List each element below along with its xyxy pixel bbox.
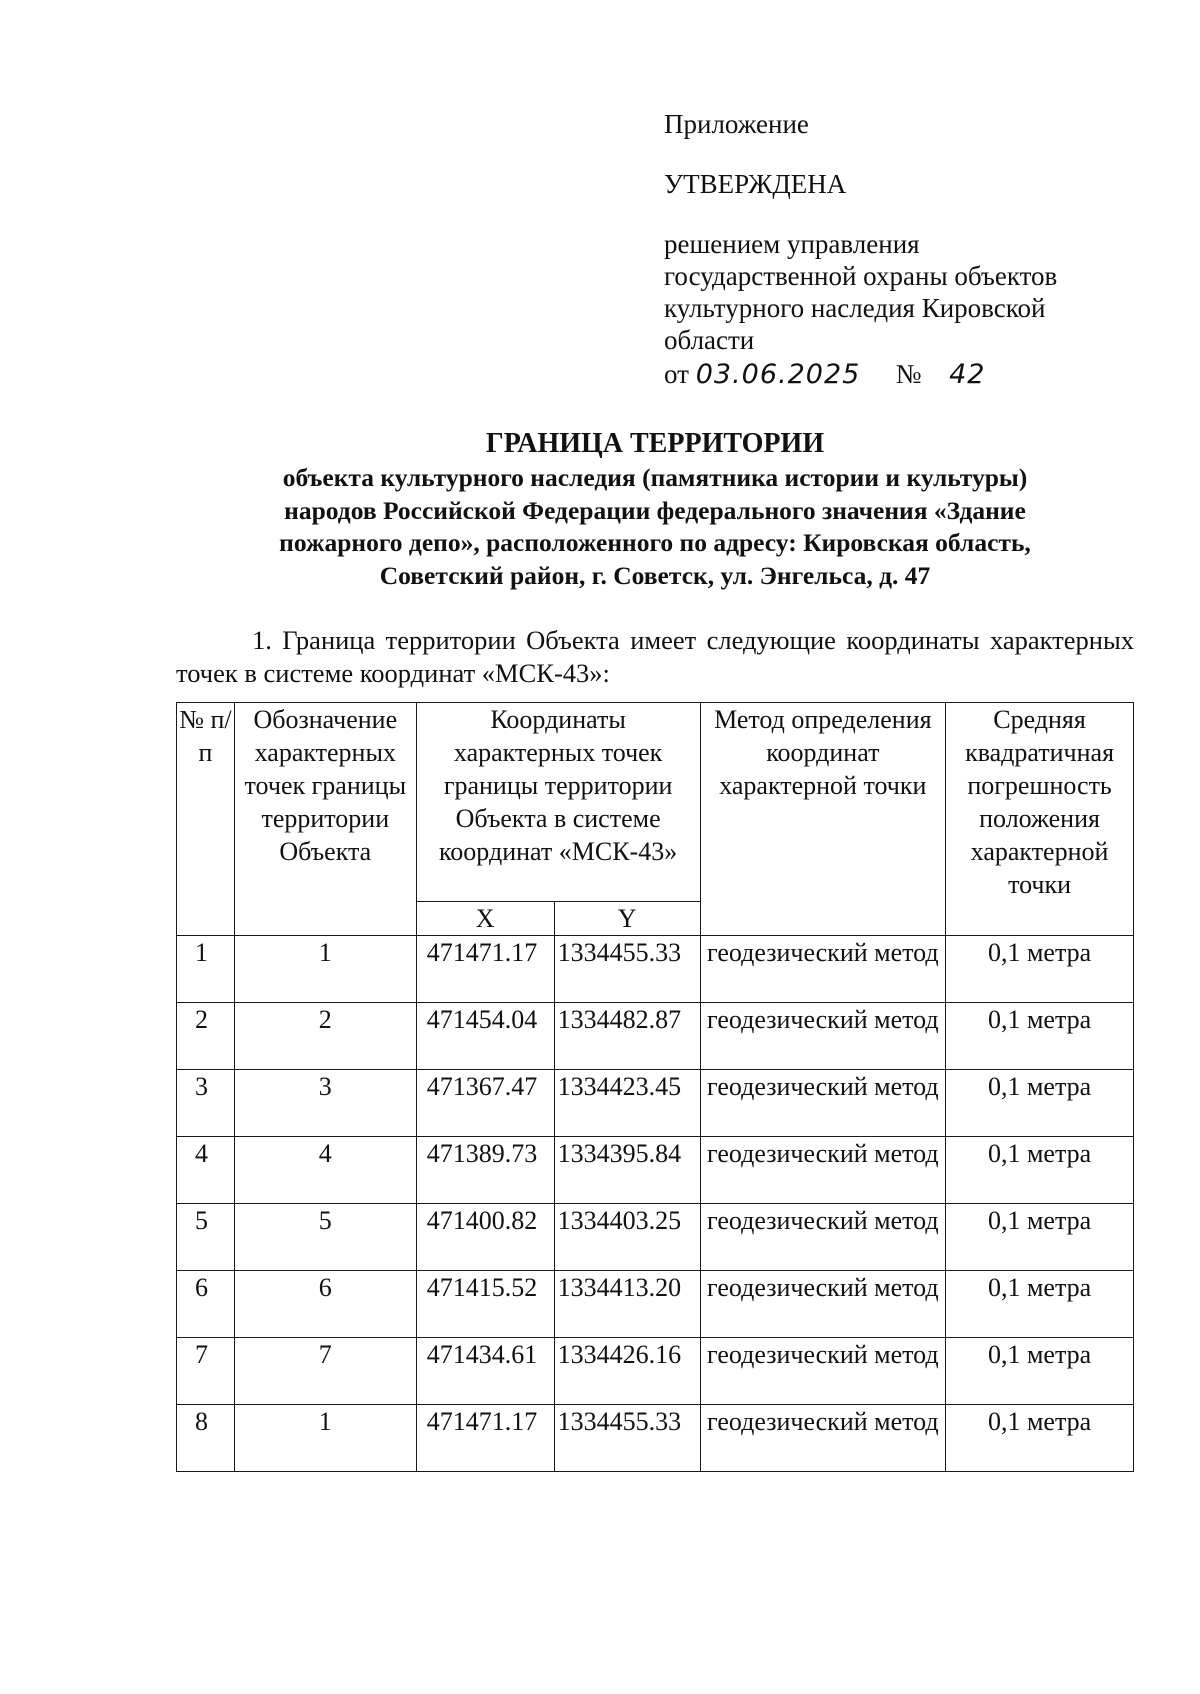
approved-label: УТВЕРЖДЕНА xyxy=(664,169,847,199)
date-number-line xyxy=(664,358,1134,391)
table-row xyxy=(177,1271,1134,1338)
cell-num: 5 xyxy=(177,1204,235,1271)
document-title xyxy=(176,428,1134,592)
title-sub-line: народов Российской Федерации федерального значения «Здание xyxy=(284,495,1026,525)
cell-point: 3 xyxy=(234,1070,416,1137)
table-row xyxy=(177,1338,1134,1405)
cell-error: 0,1 метра xyxy=(946,1405,1134,1472)
cell-x: 471415.52 xyxy=(416,1271,554,1338)
intro-paragraph xyxy=(176,624,1134,690)
decision-line: решением управления xyxy=(664,229,920,259)
number-prefix: № xyxy=(895,359,922,389)
cell-point: 2 xyxy=(234,1003,416,1070)
cell-y: 1334423.45 xyxy=(554,1070,700,1137)
cell-x: 471434.61 xyxy=(416,1338,554,1405)
handwritten-date: 03.06.2025 xyxy=(695,359,861,390)
title-main: ГРАНИЦА ТЕРРИТОРИИ xyxy=(485,428,825,459)
cell-point: 7 xyxy=(234,1338,416,1405)
cell-y: 1334403.25 xyxy=(554,1204,700,1271)
cell-error: 0,1 метра xyxy=(946,936,1134,1003)
cell-point: 1 xyxy=(234,936,416,1003)
table-row xyxy=(177,1003,1134,1070)
table-row xyxy=(177,1137,1134,1204)
header-num: № п/п xyxy=(177,703,235,936)
cell-y: 1334426.16 xyxy=(554,1338,700,1405)
coordinates-table xyxy=(176,702,1134,1472)
decision-text xyxy=(664,228,1134,356)
header-y: Y xyxy=(554,902,700,936)
decision-line: государственной охраны объектов xyxy=(664,261,1058,291)
cell-method: геодезический метод xyxy=(700,1137,946,1204)
cell-error: 0,1 метра xyxy=(946,1204,1134,1271)
cell-y: 1334482.87 xyxy=(554,1003,700,1070)
title-sub-line: Советский район, г. Советск, ул. Энгельса, д. 47 xyxy=(379,560,931,590)
cell-y: 1334455.33 xyxy=(554,936,700,1003)
cell-x: 471389.73 xyxy=(416,1137,554,1204)
table-row xyxy=(177,936,1134,1003)
header-error: Средняя квадратичная погрешность положения характерной точки xyxy=(946,703,1134,936)
header-x: X xyxy=(416,902,554,936)
cell-point: 4 xyxy=(234,1137,416,1204)
table-row xyxy=(177,1204,1134,1271)
table-row xyxy=(177,1405,1134,1472)
cell-method: геодезический метод xyxy=(700,1338,946,1405)
cell-method: геодезический метод xyxy=(700,1003,946,1070)
cell-num: 1 xyxy=(177,936,235,1003)
cell-x: 471471.17 xyxy=(416,936,554,1003)
cell-num: 6 xyxy=(177,1271,235,1338)
cell-num: 8 xyxy=(177,1405,235,1472)
cell-num: 2 xyxy=(177,1003,235,1070)
header-designation: Обозначение характерных точек границы территории Объекта xyxy=(234,703,416,936)
cell-x: 471471.17 xyxy=(416,1405,554,1472)
cell-point: 6 xyxy=(234,1271,416,1338)
cell-num: 4 xyxy=(177,1137,235,1204)
header-coordinates: Координаты характерных точек границы территории Объекта в системе координат «МСК-43» xyxy=(416,703,700,902)
cell-method: геодезический метод xyxy=(700,936,946,1003)
cell-y: 1334413.20 xyxy=(554,1271,700,1338)
cell-num: 7 xyxy=(177,1338,235,1405)
title-sub-line: пожарного депо», расположенного по адресу: Кировская область, xyxy=(279,528,1031,557)
cell-num: 3 xyxy=(177,1070,235,1137)
cell-point: 1 xyxy=(234,1405,416,1472)
title-sub-line: объекта культурного наследия (памятника истории и культуры) xyxy=(282,463,1028,492)
header-method: Метод определения координат характерной точки xyxy=(700,703,946,936)
cell-x: 471454.04 xyxy=(416,1003,554,1070)
cell-method: геодезический метод xyxy=(700,1070,946,1137)
cell-method: геодезический метод xyxy=(700,1204,946,1271)
cell-method: геодезический метод xyxy=(700,1271,946,1338)
intro-paragraph-text: 1. Граница территории Объекта имеет следующие координаты характерных точек в системе координат «МСК-43»: xyxy=(176,625,1134,688)
approval-stamp-block xyxy=(664,108,1134,391)
appendix-label: Приложение xyxy=(664,109,809,139)
cell-y: 1334455.33 xyxy=(554,1405,700,1472)
cell-error: 0,1 метра xyxy=(946,1070,1134,1137)
cell-y: 1334395.84 xyxy=(554,1137,700,1204)
decision-line: культурного наследия Кировской xyxy=(664,293,1046,323)
handwritten-number: 42 xyxy=(949,359,986,390)
cell-x: 471400.82 xyxy=(416,1204,554,1271)
cell-point: 5 xyxy=(234,1204,416,1271)
cell-error: 0,1 метра xyxy=(946,1338,1134,1405)
decision-line: области xyxy=(664,325,755,355)
cell-error: 0,1 метра xyxy=(946,1003,1134,1070)
cell-error: 0,1 метра xyxy=(946,1137,1134,1204)
cell-error: 0,1 метра xyxy=(946,1271,1134,1338)
cell-method: геодезический метод xyxy=(700,1405,946,1472)
table-row xyxy=(177,1070,1134,1137)
cell-x: 471367.47 xyxy=(416,1070,554,1137)
date-prefix: от xyxy=(664,359,689,389)
